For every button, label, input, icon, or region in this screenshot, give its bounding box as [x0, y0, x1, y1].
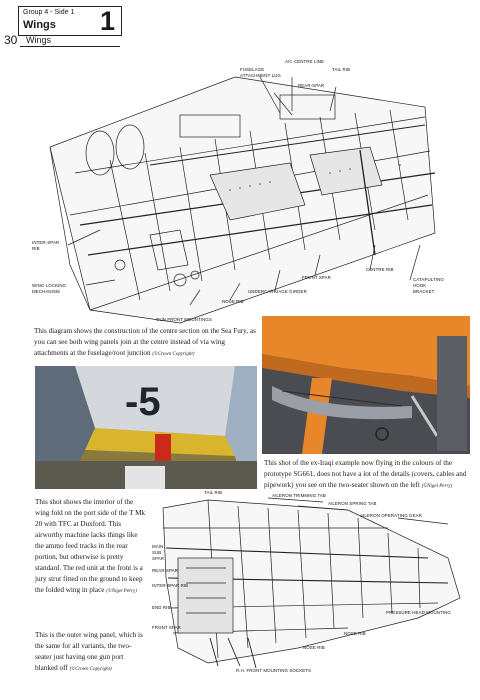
label-nose-rib-outer-1: NOSE RIB: [344, 631, 366, 636]
caption-t-mk20: [35, 497, 147, 597]
label-aileron-trimming-tab: AILERON TRIMMING TAB: [272, 493, 326, 498]
section-header-box: [18, 6, 122, 36]
centre-section-drawing: [30, 55, 450, 325]
label-inter-spar-rib-outer: INTER-SPAR RIB: [152, 583, 189, 588]
label-front-mounting-sockets: R.H. FRONT MOUNTING SOCKETS: [236, 668, 312, 673]
label-undercarriage-girder: UNDERCARRIAGE GIRDER: [248, 289, 307, 294]
label-end-rib: END RIB: [152, 605, 171, 610]
aircraft-tail-code: -5: [125, 380, 161, 424]
section-number: 1: [99, 6, 115, 36]
label-fuselage-attachment-lug: FUSELAGE ATTACHMENT LUG: [240, 67, 281, 78]
label-tail-rib: TAIL RIB: [332, 67, 351, 72]
caption-t-mk20-credit: (©Nigel Perry): [106, 589, 137, 594]
label-tail-rib-outer: TAIL RIB: [204, 490, 223, 495]
label-nose-rib-outer-2: NOSE RIB: [303, 645, 325, 650]
label-catapulting-hook-bracket: CATAPULTING HOOK BRACKET: [413, 277, 444, 294]
label-main-sub-spar: MAIN SUB SPAR: [152, 544, 165, 561]
caption-ex-iraqi-text: This shot of the ex-Iraqi example now flying in the colours of the prototype SG661, does not have a lot of the details (covers, cables and pipework) you see on the two-seater shown on the left: [264, 459, 467, 489]
caption-ex-iraqi: [264, 458, 470, 492]
caption-centre-section-text: This diagram shows the construction of the centre section on the Sea Fury, as you can see both wing panels join at the centre instead of via wing attachments at the fuselage/root junction: [34, 327, 256, 357]
label-rear-spar-outer: REAR SPAR: [152, 568, 178, 573]
label-rear-spar: REAR-SPAR: [298, 83, 325, 88]
page-number: 30: [4, 33, 18, 47]
label-gun-front-mountings: GUN FRONT MOUNTINGS: [156, 317, 212, 322]
running-title: Wings: [26, 35, 52, 45]
section-title: Wings: [23, 19, 56, 31]
caption-t-mk20-text: This shot shows the interior of the wing fold on the port side of the T Mk 20 with TFC at Duxford. This airworthy machine lacks things like the ammo feed tracks in the rear portion, but otherwise is pretty standard. The red unit at the front is a jury strut fitted on the ground to keep the folded wing in place: [35, 498, 146, 594]
caption-centre-section: [34, 326, 256, 360]
outer-wing-panel-diagram: [148, 488, 468, 678]
centre-section-diagram: [30, 55, 450, 325]
photo-ex-iraqi-drawing: [262, 316, 470, 454]
photo-t-mk20-wing-fold: [35, 366, 257, 489]
label-inter-spar-rib: INTER-SPAR RIB: [32, 240, 60, 251]
caption-ex-iraqi-credit: (©Nigel Perry): [421, 484, 453, 489]
caption-outer-wing-credit: (©Crown Copyright): [69, 667, 112, 672]
caption-outer-wing-text: This is the outer wing panel, which is the same for all variants, the two-seater just having one gun port blanked off: [35, 631, 143, 672]
label-aileron-spring-tab: AILERON SPRING TAB: [328, 501, 377, 506]
label-front-spar: FRONT SPAR: [302, 275, 331, 280]
group-side-label: Group 4 - Side 1: [23, 9, 75, 16]
label-nose-rib: NOSE RIB: [222, 299, 244, 304]
label-ac-centre-line: A/C CENTRE LINE: [285, 59, 325, 64]
label-pressure-head-mounting: PRESSURE HEAD MOUNTING: [386, 610, 451, 615]
label-aileron-operating-gear: AILERON OPERATING GEAR: [360, 513, 422, 518]
label-front-spar-outer: FRONT SPAR: [152, 625, 181, 630]
photo-ex-iraqi-wing-fold: [262, 316, 470, 454]
caption-centre-section-credit: (©Crown Copyright): [152, 352, 195, 357]
label-centre-rib: CENTRE RIB: [366, 267, 394, 272]
caption-outer-wing: [35, 630, 147, 675]
label-wing-locking-mechanism: WING LOCKING MECHANISM: [32, 283, 67, 294]
header-rule: [20, 46, 120, 47]
